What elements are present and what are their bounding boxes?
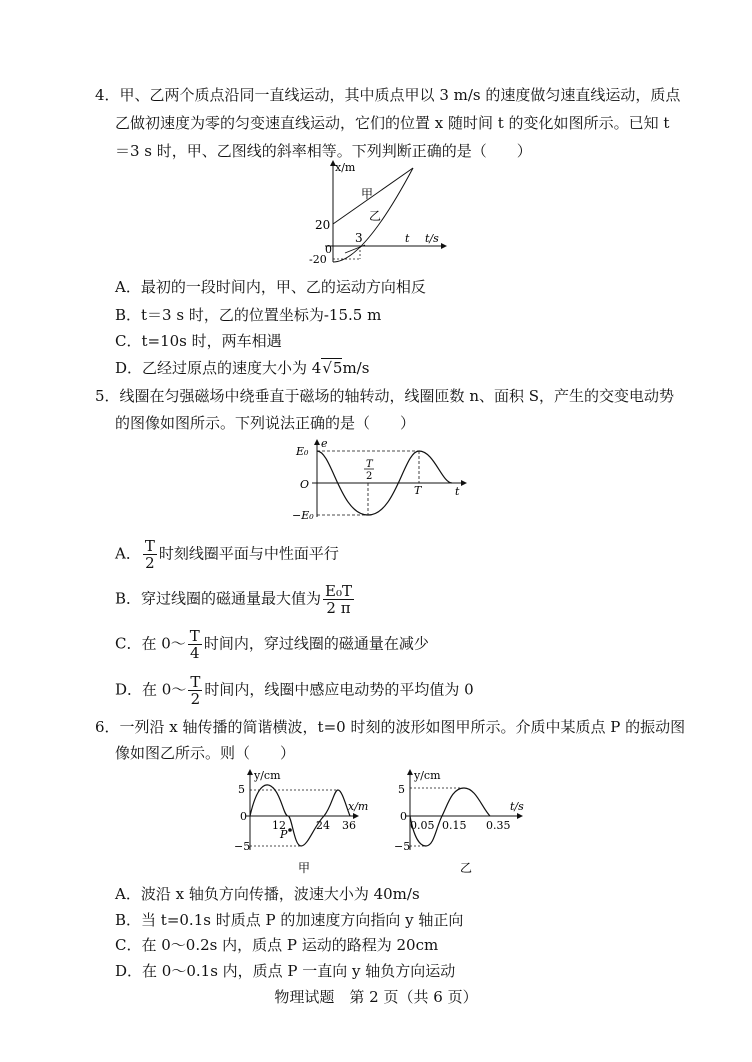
q6-option-d: D．在 0～0.1s 内，质点 P 一直向 y 轴负方向运动 <box>115 962 456 980</box>
q5-t-label: T <box>414 484 422 497</box>
q6-jia-tick-x-24: 24 <box>316 819 330 832</box>
q4-label-jia: 甲 <box>361 187 374 201</box>
q4-option-c: C．t=10s 时，两车相遇 <box>115 332 282 350</box>
q5-origin-label: O <box>300 478 310 491</box>
q4-tick-t: t <box>405 232 410 245</box>
q6-yi-y-axis-label: y/cm <box>414 769 441 782</box>
q6-jia-caption: 甲 <box>298 861 311 875</box>
q6-yi-tick-x-015: 0.15 <box>442 819 467 832</box>
q4-tick-20: 20 <box>315 218 331 232</box>
q6-stem-line-1: 6．一列沿 x 轴传播的简谐横波，t=0 时刻的波形如图甲所示。介质中某质点 P 的振动图 <box>95 718 686 736</box>
q4-tick-neg20: -20 <box>309 253 327 266</box>
q5-option-c: C．在 0～ $\frac{T}{4}$ 时间内，穿过线圈的磁通量在减少 <box>115 627 429 662</box>
q4-option-d: D．乙经过原点的速度大小为 4√5m/s <box>115 359 370 377</box>
q6-yi-tick-y-neg5: −5 <box>394 840 411 853</box>
q6-point-p <box>288 828 292 832</box>
q5-neg-e0-label: −E₀ <box>292 509 314 522</box>
q5-option-d: D．在 0～ $\frac{T}{2}$ 时间内，线圈中感应电动势的平均值为 0 <box>115 673 474 708</box>
q5-option-b: B．穿过线圈的磁通量最大值为 $\frac{\text{E₀T}}{2 \pi}$ <box>115 582 352 617</box>
q4-x-axis-label: t/s <box>425 232 439 245</box>
q4-tick-0: 0 <box>325 243 332 256</box>
q6-point-p-label: P <box>280 828 288 841</box>
q4-y-axis-label: x/m <box>335 161 356 174</box>
q4-tick-3: 3 <box>355 231 363 245</box>
q6-yi-tick-y-0: 0 <box>400 810 407 823</box>
q6-yi-vibration-curve <box>410 788 490 846</box>
q6-jia-tick-y-0: 0 <box>240 810 247 823</box>
q6-jia-y-axis-label: y/cm <box>254 769 281 782</box>
q4-stem-line-2: 乙做初速度为零的匀变速直线运动，它们的位置 x 随时间 t 的变化如图所示。已知 t <box>115 114 670 132</box>
q4-stem-line-3: ＝3 s 时，甲、乙图线的斜率相等。下列判断正确的是（ ） <box>115 142 532 160</box>
q6-option-a: A．波沿 x 轴负方向传播，波速大小为 40m/s <box>115 885 420 903</box>
q6-jia-tick-y-5: 5 <box>238 783 245 796</box>
q6-yi-x-axis-label: t/s <box>510 800 524 813</box>
q5-y-axis-label: e <box>321 437 328 450</box>
q4-xt-graph <box>305 158 455 270</box>
q6-yi-tick-y-5: 5 <box>398 783 405 796</box>
q5-option-a: A． $\frac{T}{2}$ 时刻线圈平面与中性面平行 <box>115 537 339 572</box>
q4-option-b: B．t＝3 s 时，乙的位置坐标为-15.5 m <box>115 306 382 324</box>
q6-option-b: B．当 t=0.1s 时质点 P 的加速度方向指向 y 轴正向 <box>115 911 464 929</box>
q6-yi-tick-x-035: 0.35 <box>486 819 511 832</box>
q6-option-c: C．在 0～0.2s 内，质点 P 运动的路程为 20cm <box>115 936 439 954</box>
q4-label-yi: 乙 <box>369 209 382 223</box>
q6-jia-x-axis-label: x/m <box>348 800 369 813</box>
q5-half-t-num: T <box>366 459 373 470</box>
q6-yi-tick-x-005: 0.05 <box>410 819 435 832</box>
q5-stem-line-1: 5．线圈在匀强磁场中绕垂直于磁场的轴转动，线圈匝数 n、面积 S，产生的交变电动势 <box>95 387 675 405</box>
q6-jia-tick-y-neg5: −5 <box>234 840 251 853</box>
q6-jia-tick-x-12: 12 <box>272 819 286 832</box>
q6-jia-wave-curve <box>250 785 350 846</box>
q5-emf-graph <box>292 437 472 522</box>
q5-stem-line-2: 的图像如图所示。下列说法正确的是（ ） <box>115 414 416 432</box>
q5-half-t-den: 2 <box>366 471 373 482</box>
q6-wave-graph-jia <box>228 766 378 876</box>
q6-jia-tick-x-36: 36 <box>342 819 356 832</box>
q5-e0-label: E₀ <box>296 445 309 458</box>
q6-stem-line-2: 像如图乙所示。则（ ） <box>115 744 296 762</box>
q6-vibration-graph-yi <box>390 766 540 876</box>
q6-yi-caption: 乙 <box>460 861 473 875</box>
q4-option-a: A．最初的一段时间内，甲、乙的运动方向相反 <box>115 278 426 296</box>
page-footer: 物理试题 第 2 页（共 6 页） <box>274 988 478 1006</box>
q5-x-axis-label: t <box>455 485 460 498</box>
q4-stem-line-1: 4．甲、乙两个质点沿同一直线运动，其中质点甲以 3 m/s 的速度做匀速直线运动，质点 <box>95 86 681 104</box>
